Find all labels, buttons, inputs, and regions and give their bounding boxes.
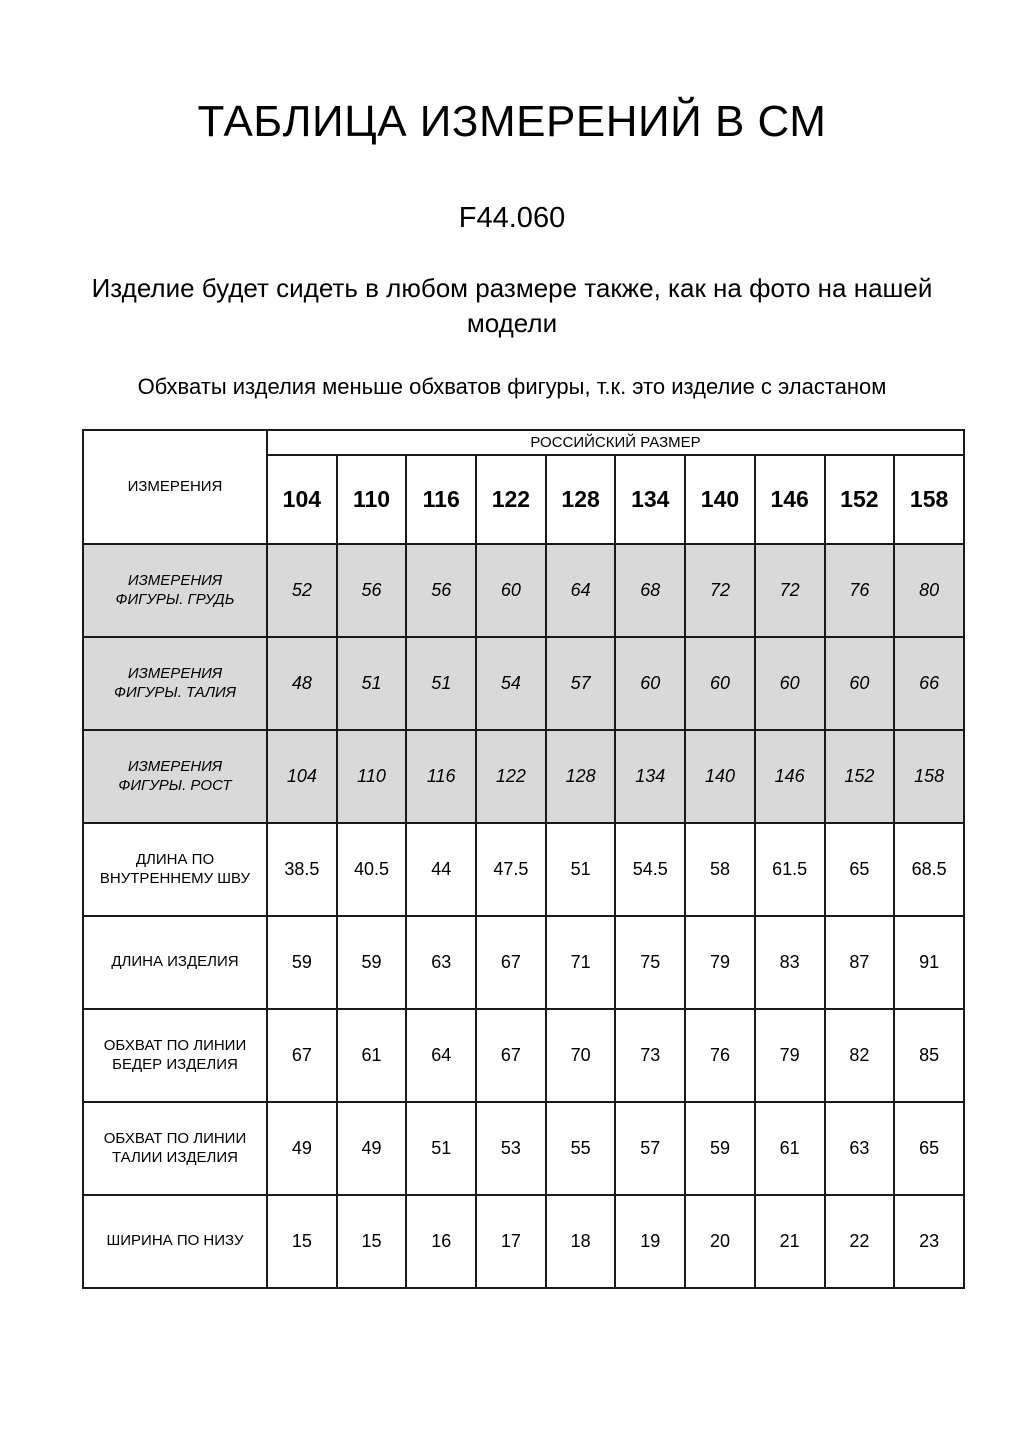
value-cell: 51 <box>337 637 407 730</box>
table-row <box>83 916 964 1009</box>
page-title: ТАБЛИЦА ИЗМЕРЕНИЙ В СМ <box>197 97 827 146</box>
value-cell: 75 <box>615 916 685 1009</box>
row-label: ШИРИНА ПО НИЗУ <box>83 1195 267 1288</box>
value-cell: 44 <box>406 823 476 916</box>
elastane-note: Обхваты изделия меньше обхватов фигуры, т.к. это изделие с эластаном <box>137 373 887 399</box>
size-column-header: 110 <box>337 455 407 544</box>
value-cell: 64 <box>546 544 616 637</box>
value-cell: 67 <box>476 1009 546 1102</box>
value-cell: 158 <box>894 730 964 823</box>
value-cell: 91 <box>894 916 964 1009</box>
value-cell: 15 <box>337 1195 407 1288</box>
group-header-row <box>83 430 964 455</box>
row-label: ОБХВАТ ПО ЛИНИИ ТАЛИИ ИЗДЕЛИЯ <box>83 1102 267 1195</box>
value-cell: 83 <box>755 916 825 1009</box>
value-cell: 82 <box>825 1009 895 1102</box>
value-cell: 128 <box>546 730 616 823</box>
size-column-header: 158 <box>894 455 964 544</box>
table-row <box>83 823 964 916</box>
value-cell: 72 <box>755 544 825 637</box>
table-row <box>83 1102 964 1195</box>
value-cell: 55 <box>546 1102 616 1195</box>
value-cell: 56 <box>337 544 407 637</box>
table-row <box>83 1195 964 1288</box>
value-cell: 18 <box>546 1195 616 1288</box>
value-cell: 61.5 <box>755 823 825 916</box>
value-cell: 48 <box>267 637 337 730</box>
table-row <box>83 1009 964 1102</box>
value-cell: 22 <box>825 1195 895 1288</box>
value-cell: 58 <box>685 823 755 916</box>
value-cell: 68.5 <box>894 823 964 916</box>
value-cell: 60 <box>755 637 825 730</box>
value-cell: 16 <box>406 1195 476 1288</box>
value-cell: 51 <box>406 1102 476 1195</box>
fit-note: Изделие будет сидеть в любом размере также, как на фото на нашей модели <box>91 273 933 339</box>
size-column-header: 104 <box>267 455 337 544</box>
value-cell: 85 <box>894 1009 964 1102</box>
value-cell: 76 <box>685 1009 755 1102</box>
russian-size-header: РОССИЙСКИЙ РАЗМЕР <box>267 430 964 455</box>
value-cell: 68 <box>615 544 685 637</box>
value-cell: 23 <box>894 1195 964 1288</box>
value-cell: 65 <box>894 1102 964 1195</box>
value-cell: 17 <box>476 1195 546 1288</box>
value-cell: 87 <box>825 916 895 1009</box>
value-cell: 80 <box>894 544 964 637</box>
value-cell: 76 <box>825 544 895 637</box>
value-cell: 40.5 <box>337 823 407 916</box>
value-cell: 140 <box>685 730 755 823</box>
value-cell: 51 <box>546 823 616 916</box>
row-label: ОБХВАТ ПО ЛИНИИ БЕДЕР ИЗДЕЛИЯ <box>83 1009 267 1102</box>
value-cell: 71 <box>546 916 616 1009</box>
value-cell: 66 <box>894 637 964 730</box>
table-row <box>83 730 964 823</box>
value-cell: 110 <box>337 730 407 823</box>
value-cell: 63 <box>825 1102 895 1195</box>
size-column-header: 122 <box>476 455 546 544</box>
product-code: F44.060 <box>458 202 566 235</box>
value-cell: 65 <box>825 823 895 916</box>
value-cell: 72 <box>685 544 755 637</box>
value-cell: 15 <box>267 1195 337 1288</box>
value-cell: 104 <box>267 730 337 823</box>
row-label: ИЗМЕРЕНИЯ ФИГУРЫ. РОСТ <box>83 730 267 823</box>
value-cell: 79 <box>755 1009 825 1102</box>
size-column-header: 146 <box>755 455 825 544</box>
measurements-table <box>82 429 965 1289</box>
row-label: ИЗМЕРЕНИЯ ФИГУРЫ. ГРУДЬ <box>83 544 267 637</box>
row-label: ИЗМЕРЕНИЯ ФИГУРЫ. ТАЛИЯ <box>83 637 267 730</box>
value-cell: 54.5 <box>615 823 685 916</box>
measurements-column-header: ИЗМЕРЕНИЯ <box>83 430 267 544</box>
value-cell: 19 <box>615 1195 685 1288</box>
size-column-header: 128 <box>546 455 616 544</box>
value-cell: 73 <box>615 1009 685 1102</box>
value-cell: 56 <box>406 544 476 637</box>
table-row <box>83 637 964 730</box>
value-cell: 61 <box>755 1102 825 1195</box>
row-label: ДЛИНА ИЗДЕЛИЯ <box>83 916 267 1009</box>
value-cell: 53 <box>476 1102 546 1195</box>
size-column-header: 134 <box>615 455 685 544</box>
value-cell: 61 <box>337 1009 407 1102</box>
value-cell: 59 <box>685 1102 755 1195</box>
value-cell: 122 <box>476 730 546 823</box>
value-cell: 54 <box>476 637 546 730</box>
value-cell: 38.5 <box>267 823 337 916</box>
value-cell: 59 <box>337 916 407 1009</box>
row-label: ДЛИНА ПО ВНУТРЕННЕМУ ШВУ <box>83 823 267 916</box>
value-cell: 60 <box>825 637 895 730</box>
value-cell: 116 <box>406 730 476 823</box>
value-cell: 59 <box>267 916 337 1009</box>
size-column-header: 116 <box>406 455 476 544</box>
value-cell: 152 <box>825 730 895 823</box>
value-cell: 79 <box>685 916 755 1009</box>
table-row <box>83 544 964 637</box>
value-cell: 146 <box>755 730 825 823</box>
value-cell: 57 <box>546 637 616 730</box>
value-cell: 63 <box>406 916 476 1009</box>
value-cell: 60 <box>615 637 685 730</box>
value-cell: 52 <box>267 544 337 637</box>
value-cell: 20 <box>685 1195 755 1288</box>
size-column-header: 152 <box>825 455 895 544</box>
value-cell: 51 <box>406 637 476 730</box>
value-cell: 67 <box>476 916 546 1009</box>
value-cell: 47.5 <box>476 823 546 916</box>
value-cell: 49 <box>337 1102 407 1195</box>
value-cell: 70 <box>546 1009 616 1102</box>
value-cell: 64 <box>406 1009 476 1102</box>
value-cell: 49 <box>267 1102 337 1195</box>
value-cell: 57 <box>615 1102 685 1195</box>
size-column-header: 140 <box>685 455 755 544</box>
value-cell: 67 <box>267 1009 337 1102</box>
value-cell: 60 <box>476 544 546 637</box>
value-cell: 134 <box>615 730 685 823</box>
value-cell: 21 <box>755 1195 825 1288</box>
value-cell: 60 <box>685 637 755 730</box>
